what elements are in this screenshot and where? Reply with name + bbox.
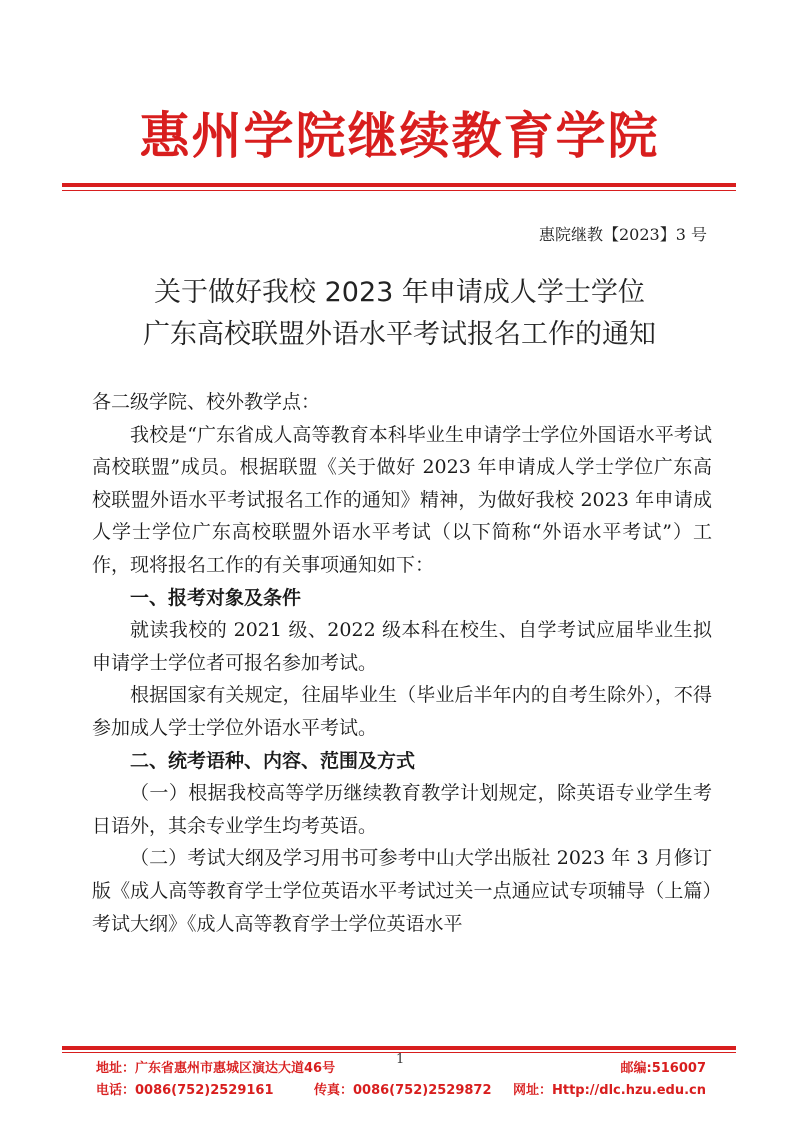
header-divider-thick xyxy=(62,183,736,187)
notice-title-line-1: 关于做好我校 2023 年申请成人学士学位 xyxy=(154,277,645,308)
section-1-heading: 一、报考对象及条件 xyxy=(130,586,302,609)
page-number: 1 xyxy=(396,1052,405,1067)
section-2-paragraph-2: （二）考试大纲及学习用书可参考中山大学出版社 2023 年 3 月修订版《成人高等教育学士学位英语水平考试过关一点通应试专项辅导（上篇）考试大纲》《成人高等教育学士学位英语水平 xyxy=(92,847,712,935)
footer-fax: 传真：0086(752)2529872 xyxy=(314,1083,492,1098)
footer-website: 网址：Http://dlc.hzu.edu.cn xyxy=(512,1083,706,1098)
footer-postcode: 邮编:516007 xyxy=(620,1061,706,1076)
header-divider-thin xyxy=(62,190,736,191)
intro-paragraph: 我校是“广东省成人高等教育本科毕业生申请学士学位外国语水平考试高校联盟”成员。根据联盟《关于做好 2023 年申请成人学士学位广东高校联盟外语水平考试报名工作的通知》精神，为做好我校 2023 年申请成人学士学位广东高校联盟外语水平考试（以下简称“外语水平考试”）工作，现将报名工作的有关事项通知如下： xyxy=(92,423,712,576)
salutation: 各二级学院、校外教学点： xyxy=(92,391,321,413)
section-1-paragraph-1: 就读我校的 2021 级、2022 级本科在校生、自学考试应届毕业生拟申请学士学位者可报名参加考试。 xyxy=(92,619,712,674)
section-2-heading: 二、统考语种、内容、范围及方式 xyxy=(130,749,416,772)
document-number: 惠院继教【2023】3 号 xyxy=(539,225,707,244)
footer-phone: 电话：0086(752)2529161 xyxy=(96,1083,274,1098)
footer-divider-thick xyxy=(62,1046,736,1050)
notice-body xyxy=(92,386,712,940)
institution-masthead: 惠州学院继续教育学院 xyxy=(139,107,660,165)
section-1-paragraph-2: 根据国家有关规定，往届毕业生（毕业后半年内的自考生除外），不得参加成人学士学位外语水平考试。 xyxy=(92,684,712,739)
notice-title-line-2: 广东高校联盟外语水平考试报名工作的通知 xyxy=(143,319,656,350)
footer-address: 地址：广东省惠州市惠城区演达大道46号 xyxy=(96,1061,336,1076)
section-2-paragraph-1: （一）根据我校高等学历继续教育教学计划规定，除英语专业学生考日语外，其余专业学生均考英语。 xyxy=(92,782,712,837)
